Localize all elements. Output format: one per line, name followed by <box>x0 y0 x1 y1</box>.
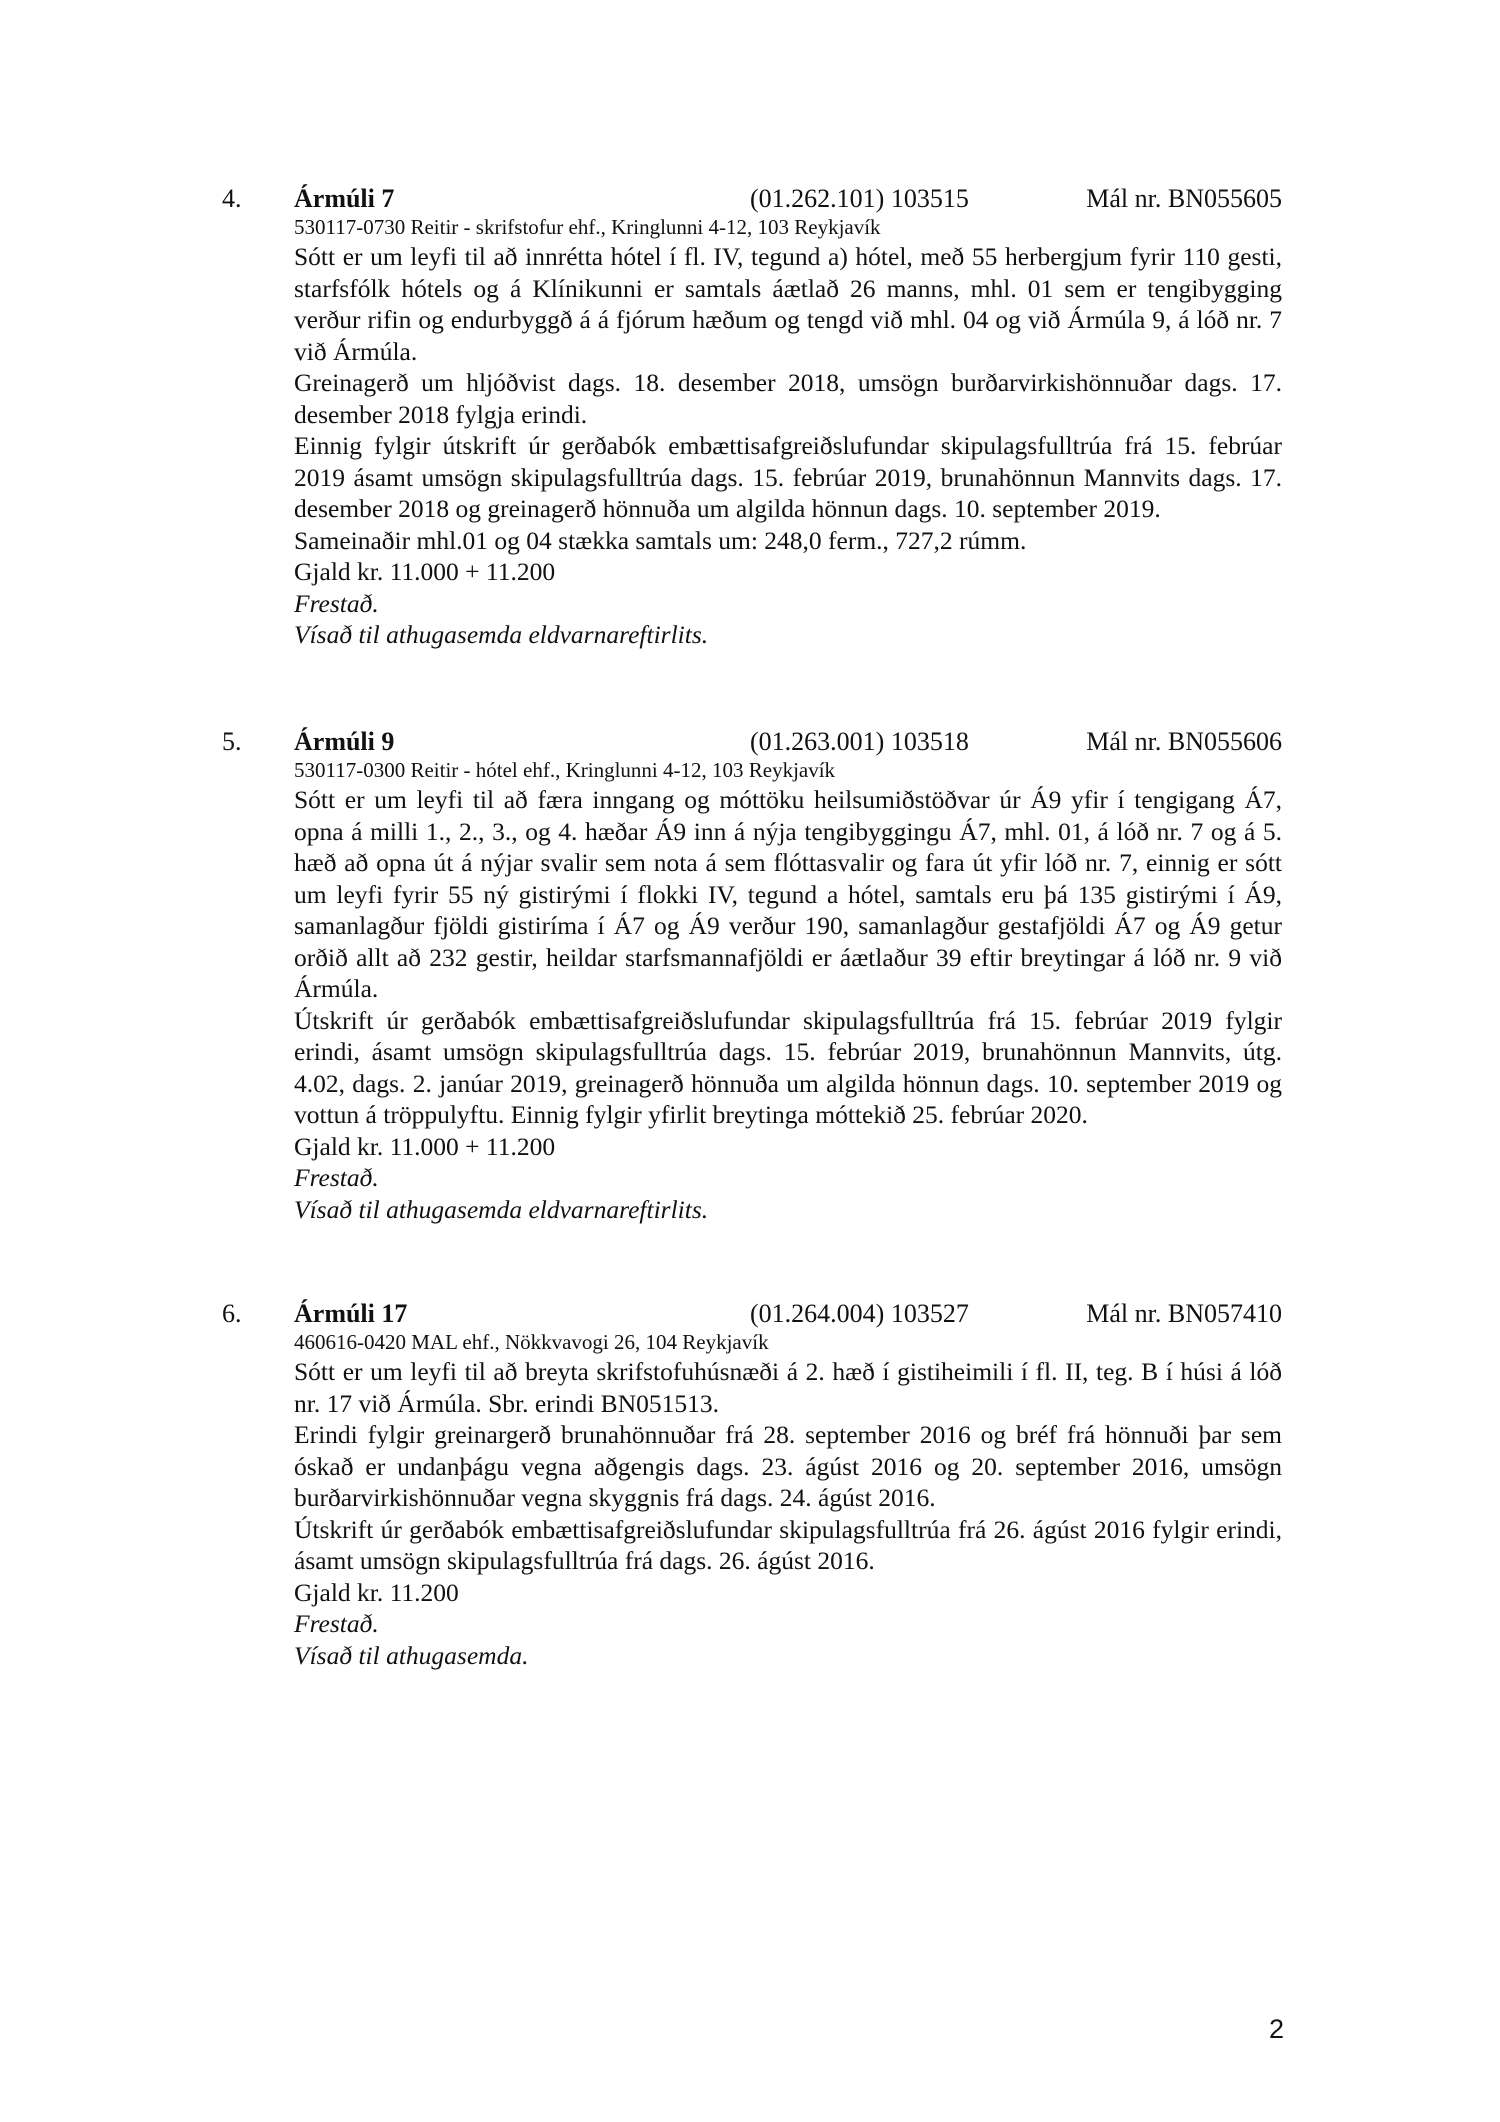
entry-case-number: Mál nr. BN055605 <box>1086 184 1282 213</box>
entry-paragraph: Einnig fylgir útskrift úr gerðabók embættisafgreiðslufundar skipulagsfulltrúa frá 15. febrúar 2019 ásamt umsögn skipulagsfulltrúa dags. 15. febrúar 2019, brunahönnun Mannvits dags. 17. desember 2018 og greinagerð hönnuða um algilda hönnun dags. 10. september 2019. <box>294 431 1282 523</box>
entry-paragraph: Greinagerð um hljóðvist dags. 18. desember 2018, umsögn burðarvirkishönnuðar dags. 17. desember 2018 fylgja erindi. <box>294 368 1282 429</box>
entry-reference: (01.262.101) 103515 <box>750 184 969 213</box>
entry-body <box>294 1329 1282 1671</box>
entry-case-number: Mál nr. BN055606 <box>1086 727 1282 756</box>
entry-body <box>294 757 1282 1225</box>
entry-body <box>294 214 1282 651</box>
entry-armuli-9 <box>222 725 1282 1225</box>
entry-armuli-7 <box>222 182 1282 651</box>
entry-title: Ármúli 17 <box>294 1299 408 1328</box>
entry-note: Vísað til athugasemda eldvarnareftirlits. <box>294 1194 709 1224</box>
entry-reference: (01.264.004) 103527 <box>750 1299 969 1328</box>
entry-header <box>222 182 1282 216</box>
entry-fee: Gjald kr. 11.000 + 11.200 <box>294 557 556 586</box>
entry-number: 6. <box>222 1299 242 1328</box>
entry-paragraph: Sótt er um leyfi til að innrétta hótel í fl. IV, tegund a) hótel, með 55 herbergjum fyrir 110 gesti, starfsfólk hótels og á Klínikunni er samtals áætlað 26 manns, mhl. 01 sem er tengibygging verður rifin og endurbyggð á á fjórum hæðum og tengd við mhl. 04 og við Ármúla 9, á lóð nr. 7 við Ármúla. <box>294 242 1282 366</box>
entry-paragraph: Sótt er um leyfi til að breyta skrifstofuhúsnæði á 2. hæð í gistiheimili í fl. II, teg. B í húsi á lóð nr. 17 við Ármúla. Sbr. erindi BN051513. <box>294 1357 1282 1418</box>
entry-status: Frestað. <box>294 1163 379 1192</box>
entry-reference: (01.263.001) 103518 <box>750 727 969 756</box>
entry-note: Vísað til athugasemda eldvarnareftirlits. <box>294 620 709 649</box>
page-number: 2 <box>1268 2014 1284 2044</box>
entry-owner: 530117-0730 Reitir - skrifstofur ehf., Kringlunni 4-12, 103 Reykjavík <box>294 215 881 239</box>
entry-fee: Gjald kr. 11.200 <box>294 1577 459 1607</box>
entry-number: 4. <box>222 184 242 213</box>
entry-title: Ármúli 9 <box>294 727 395 756</box>
entry-armuli-17 <box>222 1297 1282 1671</box>
entry-status: Frestað. <box>294 1609 379 1638</box>
entry-fee: Gjald kr. 11.000 + 11.200 <box>294 1131 556 1161</box>
entry-header <box>222 1297 1282 1331</box>
entry-title: Ármúli 7 <box>294 184 395 213</box>
entry-paragraph: Útskrift úr gerðabók embættisafgreiðslufundar skipulagsfulltrúa frá 26. ágúst 2016 fylgir erindi, ásamt umsögn skipulagsfulltrúa frá dags. 26. ágúst 2016. <box>294 1514 1282 1575</box>
entry-owner: 460616-0420 MAL ehf., Nökkvavogi 26, 104 Reykjavík <box>294 1330 769 1354</box>
entry-paragraph: Erindi fylgir greinargerð brunahönnuðar frá 28. september 2016 og bréf frá hönnuði þar sem óskað er undanþágu vegna aðgengis dags. 23. ágúst 2016 og 20. september 2016, umsögn burðarvirkishönnuðar vegna skyggnis frá dags. 24. ágúst 2016. <box>294 1420 1282 1512</box>
entry-status: Frestað. <box>294 588 379 618</box>
entry-paragraph: Sótt er um leyfi til að færa inngang og móttöku heilsumiðstöðvar úr Á9 yfir í tengigang Á7, opna á milli 1., 2., 3., og 4. hæðar Á9 inn á nýja tengibyggingu Á7, mhl. 01, á lóð nr. 7 og á 5. hæð að opna út á nýjar svalir sem nota á sem flóttasvalir og fara út yfir lóð nr. 7, einnig er sótt um leyfi fyrir 55 ný gistirými í flokki IV, tegund a hótel, samtals eru þá 135 gistirými í Á9, samanlagður fjöldi gistiríma í Á7 og Á9 verður 190, samanlagður gestafjöldi Á7 og Á9 getur orðið allt að 232 gestir, heildar starfsmannafjöldi er áætlaður 39 eftir breytingar á lóð nr. 9 við Ármúla. <box>294 785 1282 1003</box>
entry-owner: 530117-0300 Reitir - hótel ehf., Kringlunni 4-12, 103 Reykjavík <box>294 758 836 782</box>
entry-paragraph: Sameinaðir mhl.01 og 04 stækka samtals um: 248,0 ferm., 727,2 rúmm. <box>294 525 1027 555</box>
entry-header <box>222 725 1282 759</box>
entry-note: Vísað til athugasemda. <box>294 1640 529 1670</box>
entry-number: 5. <box>222 727 242 756</box>
entry-case-number: Mál nr. BN057410 <box>1086 1299 1282 1328</box>
entry-paragraph: Útskrift úr gerðabók embættisafgreiðslufundar skipulagsfulltrúa frá 15. febrúar 2019 fylgir erindi, ásamt umsögn skipulagsfulltrúa dags. 15. febrúar 2019, brunahönnun Mannvits, útg. 4.02, dags. 2. janúar 2019, greinagerð hönnuða um algilda hönnun dags. 10. september 2019 og vottun á tröppulyftu. Einnig fylgir yfirlit breytinga móttekið 25. febrúar 2020. <box>294 1005 1282 1129</box>
